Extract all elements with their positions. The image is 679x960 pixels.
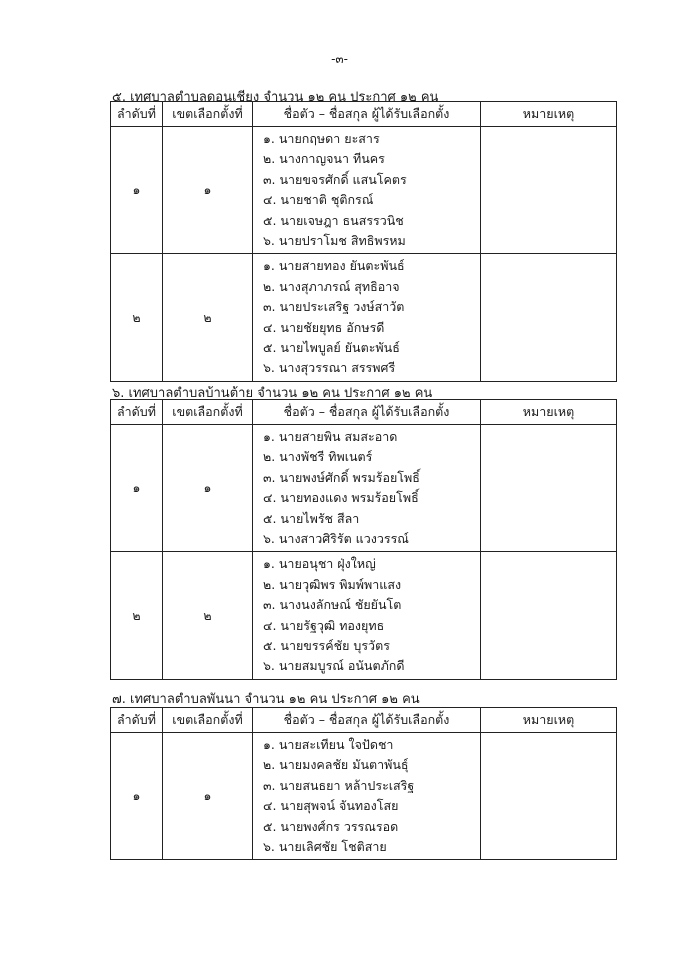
- section-title: ๕. เทศบาลตำบลดอนเชียง จำนวน ๑๒ คน ประกาศ ๑๒ คน: [112, 90, 439, 105]
- candidate-name: ๕. นายขรรค์ชัย บุรวัตร: [263, 637, 390, 653]
- candidate-name: ๔. นายทองแดง พรมร้อยโพธิ์: [263, 490, 419, 506]
- candidate-name: ๓. นายประเสริฐ วงษ์สาวัต: [263, 299, 405, 315]
- remark-cell: [481, 425, 617, 552]
- results-table: [110, 101, 617, 382]
- district-cell: ๑: [163, 425, 253, 552]
- candidate-name: ๖. นางสาวศิริรัต แวงวรรณ์: [263, 530, 409, 546]
- names-cell: [253, 127, 481, 254]
- candidate-name: ๒. นางสุภาภรณ์ สุทธิอาจ: [263, 278, 400, 294]
- table-row: [111, 254, 617, 381]
- candidate-name: ๖. นางสุวรรณา สรรพศรี: [263, 360, 396, 376]
- district-cell: ๑: [163, 733, 253, 860]
- table-header-row: [111, 102, 617, 127]
- header-order: ลำดับที่: [111, 400, 163, 425]
- remark-cell: [481, 552, 617, 679]
- header-remark: หมายเหตุ: [481, 102, 617, 127]
- candidate-name: ๕. นายพงศ์กร วรรณรอด: [263, 818, 399, 834]
- candidate-name: ๔. นายชัยยุทธ อักษรดี: [263, 319, 385, 335]
- remark-cell: [481, 733, 617, 860]
- district-cell: ๒: [163, 552, 253, 679]
- header-district: เขตเลือกตั้งที่: [163, 708, 253, 733]
- results-table: [110, 707, 617, 860]
- section-title: ๖. เทศบาลตำบลบ้านต้าย จำนวน ๑๒ คน ประกาศ ๑๒ คน: [112, 386, 433, 401]
- candidate-name: ๕. นายเจษฎา ธนสรรวนิช: [263, 212, 404, 228]
- candidate-name: ๔. นายรัฐวุฒิ ทองยุทธ: [263, 617, 385, 633]
- header-district: เขตเลือกตั้งที่: [163, 102, 253, 127]
- names-cell: [253, 254, 481, 381]
- names-cell: [253, 733, 481, 860]
- candidate-name: ๒. นางพัชรี ทิพเนตร์: [263, 449, 373, 465]
- results-table: [110, 399, 617, 680]
- candidate-name: ๓. นางนงลักษณ์ ชัยยันโต: [263, 597, 402, 613]
- order-cell: ๒: [111, 552, 163, 679]
- order-cell: ๑: [111, 127, 163, 254]
- candidate-name: ๒. นายมงคลชัย มันตาพันธุ์: [263, 757, 409, 773]
- header-district: เขตเลือกตั้งที่: [163, 400, 253, 425]
- candidate-name: ๑. นายสายทอง ยันตะพันธ์: [263, 258, 405, 274]
- candidate-name: ๔. นายสุพจน์ จันทองโสย: [263, 798, 399, 814]
- order-cell: ๑: [111, 425, 163, 552]
- header-order: ลำดับที่: [111, 102, 163, 127]
- section-title: ๗. เทศบาลตำบลพันนา จำนวน ๑๒ คน ประกาศ ๑๒ คน: [112, 692, 420, 707]
- candidate-name: ๕. นายไพรัช สีลา: [263, 510, 360, 526]
- header-name: ชื่อตัว – ชื่อสกุล ผู้ได้รับเลือกตั้ง: [253, 102, 481, 127]
- header-remark: หมายเหตุ: [481, 400, 617, 425]
- candidate-name: ๓. นายขจรศักดิ์ แสนโคตร: [263, 171, 407, 187]
- header-name: ชื่อตัว – ชื่อสกุล ผู้ได้รับเลือกตั้ง: [253, 708, 481, 733]
- table-row: [111, 552, 617, 679]
- order-cell: ๑: [111, 733, 163, 860]
- district-cell: ๑: [163, 127, 253, 254]
- names-cell: [253, 552, 481, 679]
- candidate-name: ๑. นายสายพิน สมสะอาด: [263, 429, 398, 444]
- remark-cell: [481, 127, 617, 254]
- table-row: [111, 425, 617, 552]
- candidate-name: ๑. นายกฤษดา ยะสาร: [263, 131, 380, 146]
- table-row: [111, 127, 617, 254]
- candidate-name: ๓. นายพงษ์ศักดิ์ พรมร้อยโพธิ์: [263, 469, 420, 485]
- remark-cell: [481, 254, 617, 381]
- table-header-row: [111, 708, 617, 733]
- candidate-name: ๒. นายวุฒิพร พิมพ์พาแสง: [263, 576, 402, 592]
- candidate-name: ๖. นายเลิศชัย โชติสาย: [263, 838, 387, 854]
- order-cell: ๒: [111, 254, 163, 381]
- candidate-name: ๖. นายสมบูรณ์ อนันตภักดี: [263, 658, 405, 674]
- candidate-name: ๕. นายไพบูลย์ ยันตะพันธ์: [263, 339, 400, 355]
- names-cell: [253, 425, 481, 552]
- candidate-name: ๔. นายชาติ ชุติกรณ์: [263, 192, 374, 208]
- candidate-name: ๓. นายสนธยา หล้าประเสริฐ: [263, 777, 415, 793]
- table-header-row: [111, 400, 617, 425]
- header-name: ชื่อตัว – ชื่อสกุล ผู้ได้รับเลือกตั้ง: [253, 400, 481, 425]
- header-order: ลำดับที่: [111, 708, 163, 733]
- candidate-name: ๒. นางกาญจนา ทีนคร: [263, 151, 385, 167]
- district-cell: ๒: [163, 254, 253, 381]
- header-remark: หมายเหตุ: [481, 708, 617, 733]
- candidate-name: ๑. นายสะเทียน ใจปัดชา: [263, 737, 394, 752]
- candidate-name: ๖. นายปราโมช สิทธิพรหม: [263, 232, 406, 248]
- table-row: [111, 733, 617, 860]
- page-number: -๓-: [331, 52, 348, 66]
- candidate-name: ๑. นายอนุชา ฝุ่งใหญ่: [263, 556, 376, 572]
